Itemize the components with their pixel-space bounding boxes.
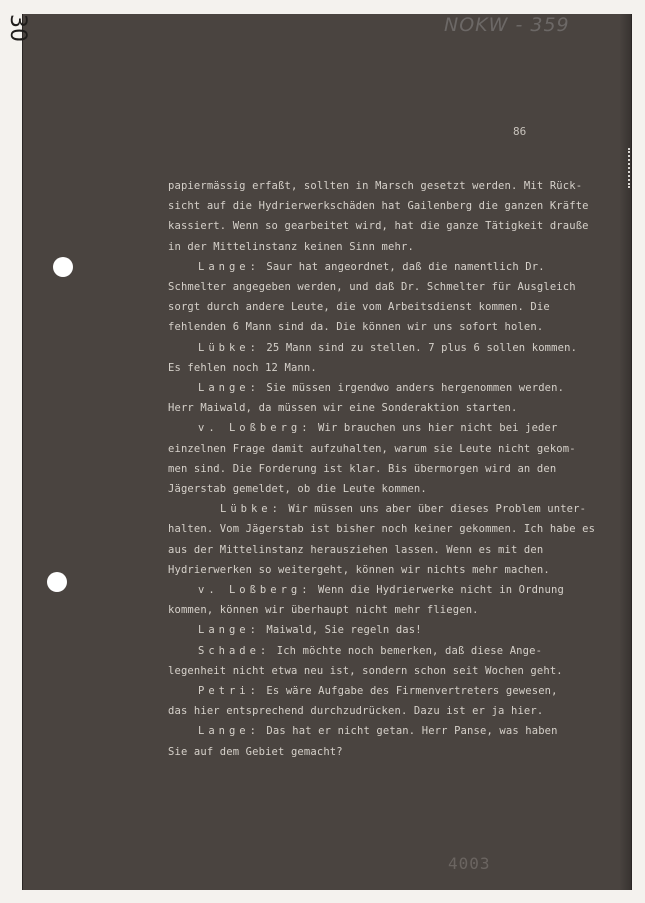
text-line: men sind. Die Forderung ist klar. Bis übermorgen wird an den [168,462,557,475]
speaker-line: v. Loßberg: Wir brauchen uns hier nicht bei jeder [198,422,558,435]
transcript-body [168,176,623,762]
speaker-name: Lange: [198,382,260,395]
document-id-handwritten: NOKW - 359 [444,14,570,36]
text-line: Sie auf dem Gebiet gemacht? [168,745,343,758]
text-line: legenheit nicht etwa neu ist, sondern schon seit Wochen geht. [168,664,563,677]
speaker-name: v. Loßberg: [198,422,312,435]
speaker-name: Schade: [198,644,271,657]
text-line: kommen, können wir überhaupt nicht mehr fliegen. [168,604,479,617]
text-line: sicht auf die Hydrierwerkschäden hat Gailenberg die ganzen Kräfte [168,200,589,213]
corner-handwritten-note: 30 [5,14,30,42]
speaker-line: Lange: Sie müssen irgendwo anders hergenommen werden. [198,382,565,395]
speaker-line: Lange: Das hat er nicht getan. Herr Panse, was haben [198,725,558,738]
page-number: 86 [513,125,527,138]
speaker-name: Lübke: [220,503,282,516]
text-line: Es fehlen noch 12 Mann. [168,361,317,374]
text-line: in der Mittelinstanz keinen Sinn mehr. [168,240,414,253]
punch-hole-top [53,257,73,277]
speaker-line: Petri: Es wäre Aufgabe des Firmenvertreters gewesen, [198,685,558,698]
text-line: kassiert. Wenn so gearbeitet wird, hat die ganze Tätigkeit drauße [168,220,589,233]
text-line: Jägerstab gemeldet, ob die Leute kommen. [168,483,427,496]
text-line: papiermässig erfaßt, sollten in Marsch gesetzt werden. Mit Rück- [168,180,583,192]
speaker-name: v. Loßberg: [198,584,312,597]
speaker-line: Lübke: 25 Mann sind zu stellen. 7 plus 6 sollen kommen. [198,341,578,354]
speaker-line: Schade: Ich möchte noch bemerken, daß diese Ange- [198,644,543,657]
speaker-line: Lange: Saur hat angeordnet, daß die namentlich Dr. [198,260,545,273]
text-line: Hydrierwerken so weitergeht, können wir nichts mehr machen. [168,563,550,576]
text-line: aus der Mittelinstanz herausziehen lassen. Wenn es mit den [168,543,544,556]
text-line: sorgt durch andere Leute, die vom Arbeitsdienst kommen. Die [168,301,550,314]
speaker-name: Lange: [198,260,260,273]
speaker-line: v. Loßberg: Wenn die Hydrierwerke nicht in Ordnung [198,584,564,597]
edge-perforation [628,148,633,188]
punch-hole-bottom [47,572,67,592]
text-line: Schmelter angegeben werden, und daß Dr. Schmelter für Ausgleich [168,281,576,294]
archive-stamp-number: 4003 [448,854,491,873]
text-line: einzelnen Frage damit aufzuhalten, warum sie Leute nicht gekom- [168,442,576,455]
speaker-name: Petri: [198,685,260,698]
text-line: das hier entsprechend durchzudrücken. Dazu ist er ja hier. [168,705,544,718]
speaker-name: Lange: [198,725,260,738]
text-line: Herr Maiwald, da müssen wir eine Sonderaktion starten. [168,402,518,415]
speaker-name: Lübke: [198,341,260,354]
text-line: halten. Vom Jägerstab ist bisher noch keiner gekommen. Ich habe es [168,523,596,536]
speaker-line: Lübke: Wir müssen uns aber über dieses Problem unter- [220,503,587,516]
text-line: fehlenden 6 Mann sind da. Die können wir uns sofort holen. [168,321,544,334]
speaker-line: Lange: Maiwald, Sie regeln das! [198,624,422,637]
speaker-name: Lange: [198,624,260,637]
